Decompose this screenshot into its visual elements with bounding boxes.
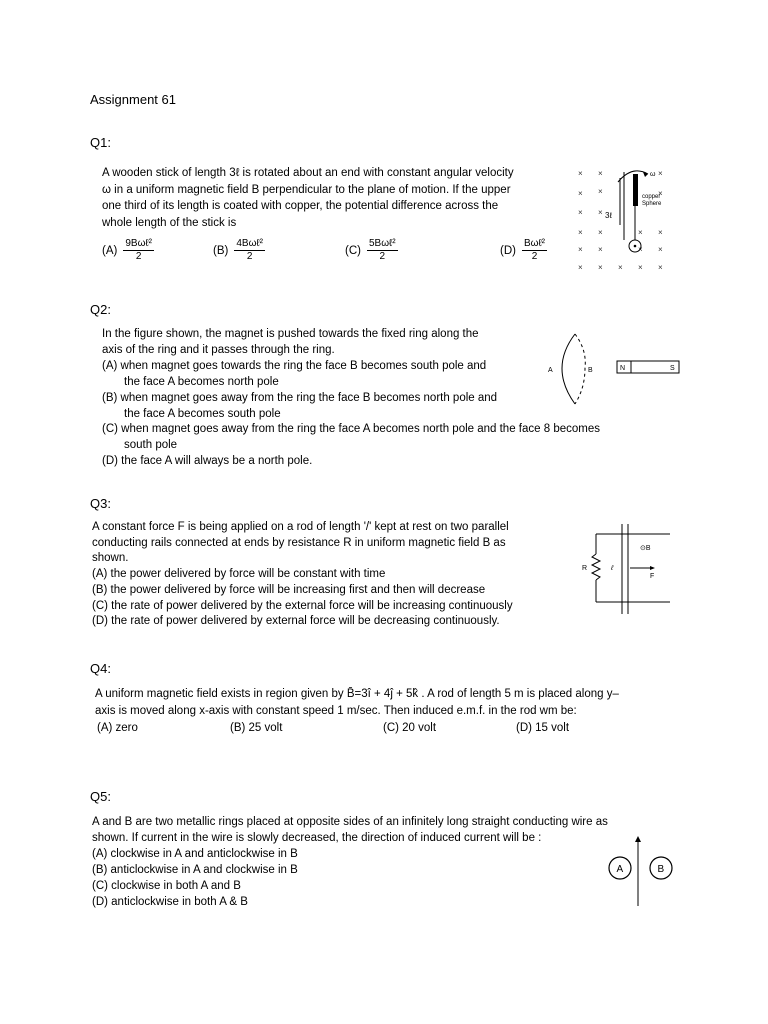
q3-line: shown.	[92, 552, 129, 565]
q3-option-d[interactable]: (D) the rate of power delivered by external force will be decreasing continuously.	[92, 615, 500, 628]
svg-text:×: ×	[598, 228, 603, 237]
north-pole-label: N	[620, 365, 626, 372]
q4-text	[95, 686, 619, 719]
denominator: 2	[246, 251, 253, 262]
q1-line: whole length of the stick is	[102, 216, 237, 229]
svg-text:×: ×	[598, 169, 603, 178]
svg-text:×: ×	[658, 228, 663, 237]
resistance-label: R	[582, 565, 588, 572]
numerator: 4Bωℓ²	[236, 238, 263, 249]
svg-text:×: ×	[598, 208, 603, 217]
q4-option-d[interactable]: (D) 15 volt	[516, 722, 570, 734]
svg-text:×: ×	[658, 263, 663, 272]
resistor-icon	[592, 554, 600, 580]
fraction	[234, 238, 265, 263]
q3-line: conducting rails connected at ends by resistance R in uniform magnetic field B as	[92, 536, 506, 549]
svg-text:×: ×	[658, 189, 663, 198]
q2-label: Q2:	[90, 302, 111, 317]
fraction	[123, 238, 154, 263]
numerator: Bωℓ²	[523, 238, 546, 249]
q3-option-c[interactable]: (C) the rate of power delivered by the external force will be increasing continuously	[92, 599, 513, 612]
rod-length-label: ℓ	[611, 565, 614, 572]
q1-line: one third of its length is coated with copper, the potential difference across the	[102, 200, 499, 212]
omega-label: ω	[650, 171, 656, 178]
numerator: 5Bωℓ²	[368, 238, 396, 249]
q3-line: A constant force F is being applied on a rod of length '/' kept at rest on two parallel	[92, 521, 509, 533]
q2-option-d[interactable]: (D) the face A will always be a north pole.	[102, 455, 313, 468]
q5-option-a[interactable]: (A) clockwise in A and anticlockwise in B	[92, 848, 298, 860]
copper-label: copper	[642, 194, 661, 200]
option-letter: (D)	[500, 244, 516, 257]
q5-option-c[interactable]: (C) clockwise in both A and B	[92, 880, 241, 892]
q5-line: shown. If current in the wire is slowly decreased, the direction of induced current will be :	[92, 832, 542, 844]
denominator: 2	[531, 251, 538, 262]
q4-option-b[interactable]: (B) 25 volt	[230, 722, 283, 734]
q2-line: axis of the ring and it passes through the ring.	[102, 343, 335, 356]
sphere-label: Sphere	[642, 201, 662, 207]
q3-label: Q3:	[90, 496, 111, 511]
q1-option-d[interactable]	[500, 238, 547, 263]
svg-text:×: ×	[638, 263, 643, 272]
q5-text	[92, 814, 608, 910]
q1-option-a[interactable]	[102, 238, 154, 263]
q5-line: A and B are two metallic rings placed at opposite sides of an infinitely long straight conducting wire as	[92, 816, 608, 828]
svg-text:×: ×	[578, 263, 583, 272]
q4-line: axis is moved along x-axis with constant speed 1 m/sec. Then induced e.m.f. in the rod wm be:	[95, 704, 577, 717]
q1-text	[102, 165, 514, 231]
svg-text:×: ×	[618, 263, 623, 272]
svg-text:×: ×	[578, 208, 583, 217]
q2-option-a[interactable]: (A) when magnet goes towards the ring the face B becomes south pole and	[102, 359, 487, 372]
q3-option-b[interactable]: (B) the power delivered by force will be increasing first and then will decrease	[92, 583, 486, 596]
face-a-label: A	[548, 367, 553, 374]
page-title: Assignment 61	[90, 92, 176, 107]
svg-text:×: ×	[578, 228, 583, 237]
q4-option-a[interactable]: (A) zero	[97, 722, 138, 734]
svg-text:×: ×	[638, 228, 643, 237]
q1-figure	[572, 160, 678, 275]
ring-a-label: A	[616, 864, 624, 875]
q2-option-a-cont: the face A becomes north pole	[124, 375, 279, 388]
q2-line: In the figure shown, the magnet is pushed towards the fixed ring along the	[102, 328, 479, 340]
svg-text:×: ×	[598, 187, 603, 196]
field-label: ⊙B	[640, 545, 651, 552]
q5-option-d[interactable]: (D) anticlockwise in both A & B	[92, 896, 248, 908]
q3-figure	[578, 522, 678, 622]
q2-option-b[interactable]: (B) when magnet goes away from the ring the face B becomes north pole and	[102, 391, 498, 404]
arrow-icon	[650, 566, 655, 570]
svg-text:×: ×	[658, 169, 663, 178]
svg-text:×: ×	[578, 245, 583, 254]
q1-line: ω in a uniform magnetic field B perpendicular to the plane of motion. If the upper	[102, 183, 511, 196]
q2-text	[102, 327, 600, 470]
q4-option-c[interactable]: (C) 20 volt	[383, 722, 437, 734]
force-label: F	[650, 573, 655, 580]
svg-text:×: ×	[598, 263, 603, 272]
ring-b-label: B	[657, 864, 665, 875]
q1-option-c[interactable]	[345, 238, 398, 263]
pivot-dot	[634, 245, 637, 248]
q5-label: Q5:	[90, 789, 111, 804]
svg-text:×: ×	[638, 245, 643, 254]
q2-option-c-cont: south pole	[124, 439, 178, 452]
q1-line: A wooden stick of length 3ℓ is rotated about an end with constant angular velocity	[102, 167, 514, 179]
denominator: 2	[135, 251, 142, 262]
fraction	[367, 238, 398, 263]
svg-text:×: ×	[578, 189, 583, 198]
face-b-label: B	[588, 367, 593, 374]
q3-option-a[interactable]: (A) the power delivered by force will be constant with time	[92, 568, 386, 581]
q2-figure	[545, 330, 685, 410]
option-letter: (A)	[102, 244, 118, 257]
denominator: 2	[379, 251, 386, 262]
q2-option-c[interactable]: (C) when magnet goes away from the ring the face A becomes north pole and the face 8 becomes	[102, 423, 600, 436]
numerator: 9Bωℓ²	[125, 238, 152, 249]
q5-figure	[600, 836, 680, 908]
q1-option-b[interactable]	[213, 238, 265, 263]
south-pole-label: S	[670, 365, 675, 372]
arrow-icon	[635, 836, 641, 842]
ring-back	[575, 334, 585, 404]
q3-text	[92, 520, 513, 630]
length-label: 3ℓ	[605, 211, 613, 220]
q1-label: Q1:	[90, 135, 111, 150]
q2-option-b-cont: the face A becomes south pole	[124, 407, 281, 420]
fraction	[522, 238, 547, 263]
svg-text:×: ×	[658, 245, 663, 254]
option-letter: (B)	[213, 244, 229, 257]
ring-front	[562, 334, 575, 404]
q4-line: A uniform magnetic field exists in region given by B̄=3î + 4ĵ + 5k̂ . A rod of length 5 m is placed along y–	[95, 688, 619, 700]
svg-text:×: ×	[578, 169, 583, 178]
svg-text:×: ×	[598, 245, 603, 254]
q4-label: Q4:	[90, 661, 111, 676]
option-letter: (C)	[345, 244, 361, 257]
q5-option-b[interactable]: (B) anticlockwise in A and clockwise in B	[92, 864, 298, 876]
